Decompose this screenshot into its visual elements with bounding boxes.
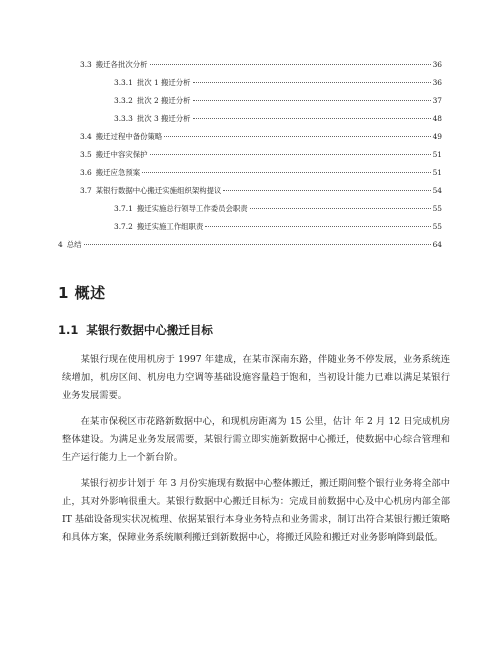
toc-title: 搬迁实施总行领导工作委员会职责 [136,204,248,213]
toc-leader [250,208,431,209]
toc-number: 3.6 [80,168,92,177]
toc-leader [223,190,430,191]
toc-title: 批次 2 搬迁分析 [136,96,191,105]
toc-page-number: 36 [432,78,442,87]
toc-entry[interactable] [80,168,442,178]
toc-title: 搬迁实施工作组职责 [136,222,204,231]
toc-title: 搬迁应急预案 [95,168,141,177]
toc-page-number: 37 [432,96,442,105]
toc-number: 3.7.2 [114,222,133,231]
toc-entry[interactable] [58,240,442,250]
toc-entry[interactable] [80,150,442,160]
body-paragraph: 某银行现在使用机房于 1997 年建成，在某市深南东路，伴随业务不停发展，业务系统连续增加，机房区间、机房电力空调等基础设施容量趋于饱和，当初设计能力已难以满足某银行业务发展需要。 [62,354,450,401]
toc-leader [84,244,431,245]
toc-number: 4 [58,240,63,249]
toc-title: 总结 [66,240,82,249]
toc-page-number: 51 [432,168,442,177]
toc-entry[interactable] [80,186,442,196]
section-title: 某银行数据中心搬迁目标 [86,323,213,337]
toc-page-number: 36 [432,60,442,69]
chapter-heading: 1 概述 [58,284,106,302]
toc-page-number: 55 [432,222,442,231]
toc-entry[interactable] [114,204,442,214]
toc-title: 批次 3 搬迁分析 [136,114,191,123]
toc-leader [142,172,430,173]
toc-page-number: 54 [432,186,442,195]
toc-number: 3.3.3 [114,114,133,123]
toc-leader [193,118,431,119]
toc-leader [150,64,431,65]
toc-page-number: 55 [432,204,442,213]
section-number: 1.1 [58,323,79,337]
toc-entry[interactable] [114,114,442,124]
toc-number: 3.7.1 [114,204,133,213]
toc-entry[interactable] [80,132,442,142]
toc-entry[interactable] [114,96,442,106]
toc-leader [150,154,431,155]
toc-entry[interactable] [80,60,442,70]
toc-page-number: 48 [432,114,442,123]
toc-number: 3.5 [80,150,92,159]
toc-leader [205,226,430,227]
toc-leader [193,82,431,83]
toc-title: 搬迁各批次分析 [95,60,148,69]
toc-page-number: 64 [432,240,442,249]
toc-leader [164,136,430,137]
toc-number: 3.4 [80,132,92,141]
toc-leader [193,100,431,101]
body-paragraph: 在某市保税区市花路新数据中心，和现机房距离为 15 公里，估计 年 2 月 12 日完成机房整体建设。为满足业务发展需要，某银行需立即实施新数据中心搬迁，使数据中心综合管理和生产运行能力上一个新台阶。 [62,416,450,463]
body-paragraph: 某银行初步计划于 年 3 月份实施现有数据中心整体搬迁，搬迁期间整个银行业务将全部中止，其对外影响很重大。某银行数据中心搬迁目标为：完成目前数据中心及中心机房内部全部 IT 基础设备现实状况梳理、依据某银行本身业务特点和业务需求，制订出符合某银行搬迁策略和具体方案，保障业务系统顺利搬迁到新数据中心，将搬迁风险和搬迁对业务影响降到最低。 [62,478,450,543]
toc-number: 3.7 [80,186,92,195]
section-heading [58,322,213,338]
toc-page-number: 51 [432,150,442,159]
toc-entry[interactable] [114,222,442,232]
toc-number: 3.3 [80,60,92,69]
toc-title: 搬迁中容灾保护 [95,150,148,159]
toc-page-number: 49 [432,132,442,141]
toc-title: 某银行数据中心搬迁实施组织架构提议 [95,186,222,195]
toc-number: 3.3.2 [114,96,133,105]
toc-title: 搬迁过程中备份策略 [95,132,163,141]
toc-title: 批次 1 搬迁分析 [136,78,191,87]
toc-number: 3.3.1 [114,78,133,87]
toc-entry[interactable] [114,78,442,88]
